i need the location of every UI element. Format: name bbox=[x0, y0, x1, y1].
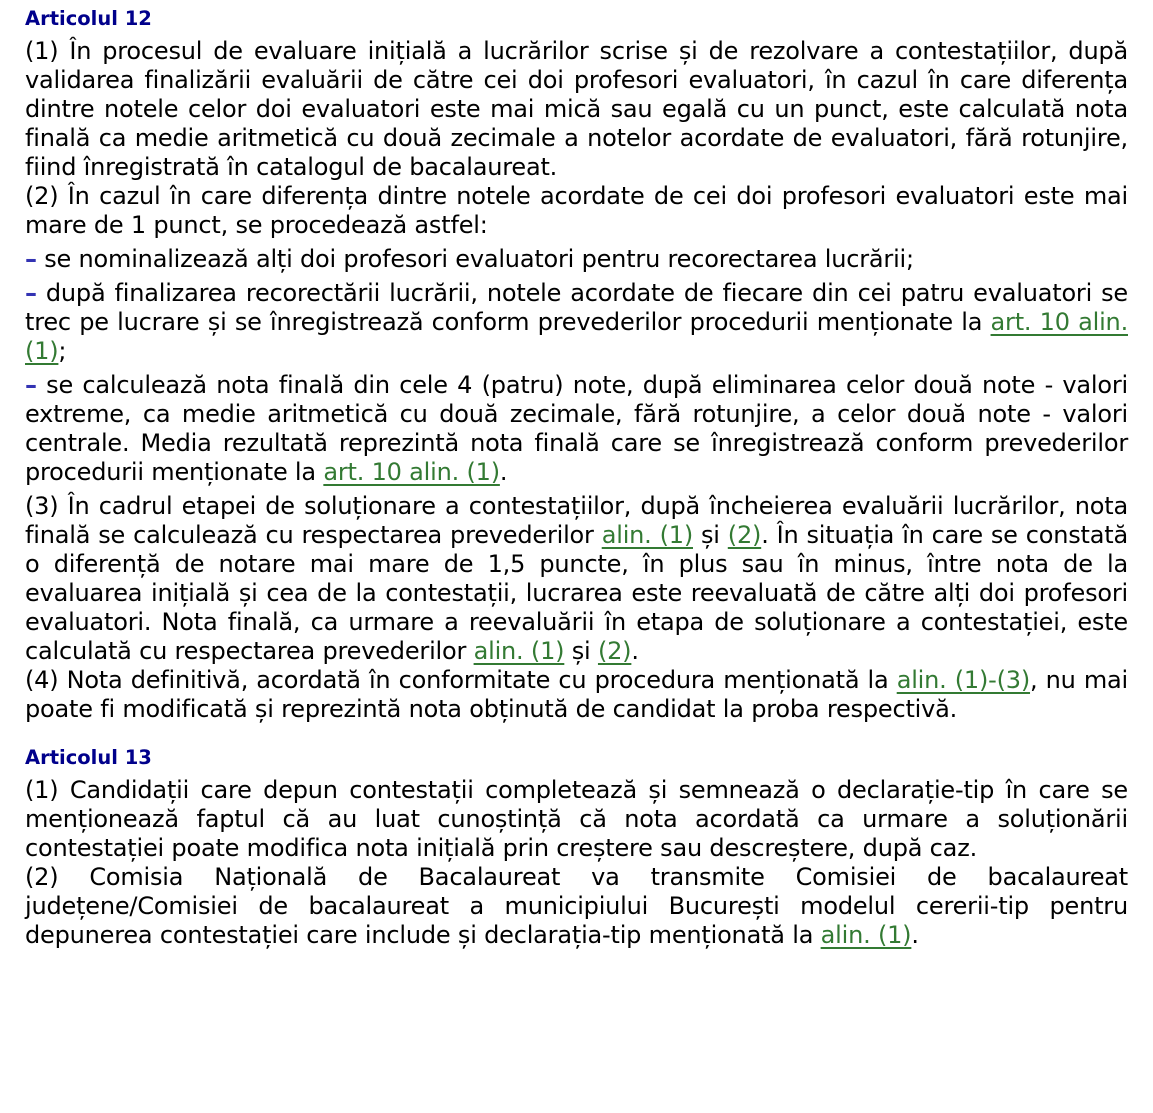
text-run: (2) În cazul în care diferența dintre notele acordate de cei doi profesori evaluatori este mai mare de 1 punct, se procedează astfel: bbox=[25, 182, 1128, 239]
article-title: Articolul 12 bbox=[25, 7, 152, 30]
bullet-item-3 bbox=[25, 371, 1128, 487]
reference-link-art10-alin1[interactable]: art. 10 alin. (1) bbox=[25, 308, 1128, 365]
text-run: ; bbox=[58, 337, 67, 365]
text-run: . bbox=[631, 637, 639, 665]
bullet-dash: – bbox=[25, 279, 37, 307]
bullet-item-1 bbox=[25, 245, 1128, 274]
text-run: după finalizarea recorectării lucrării, notele acordate de fiecare din cei patru evaluatori se trec pe lucrare și se înregistrează conform prevederilor procedurii menționate la bbox=[25, 279, 1128, 336]
reference-link-alin2[interactable]: (2) bbox=[597, 637, 632, 665]
text-run: . În situația în care se constată o diferență de notare mai mare de 1,5 puncte, în plus sau în minus, între nota de la evaluarea inițială și cea de la contestații, lucrarea este reevaluată de către alți doi profesori evaluatori. Nota finală, ca urmare a reevaluării în etapa de soluționare a contestației, este calculată cu respectarea prevederilor bbox=[25, 521, 1128, 665]
text-run: (1) Candidații care depun contestații completează și semnează o declarație-tip în care se menționează faptul că au luat cunoștință că nota acordată ca urmare a soluționării contestației poate modifica nota inițială prin creștere sau descreștere, după caz. bbox=[25, 776, 1128, 862]
paragraph-4 bbox=[25, 666, 1128, 724]
text-run: . bbox=[499, 458, 508, 486]
bullet-dash: – bbox=[25, 245, 37, 273]
article-13 bbox=[25, 746, 1128, 950]
reference-link-alin1[interactable]: alin. (1) bbox=[820, 921, 912, 949]
paragraph-1 bbox=[25, 37, 1128, 182]
reference-link-alin1-3[interactable]: alin. (1)-(3) bbox=[896, 666, 1031, 694]
text-run: se nominalizează alți doi profesori evaluatori pentru recorectarea lucrării; bbox=[36, 245, 914, 273]
paragraph-3 bbox=[25, 492, 1128, 666]
text-run: (1) În procesul de evaluare inițială a lucrărilor scrise și de rezolvare a contestațiilor, după validarea finalizării evaluării de către cei doi profesori evaluatori, în cazul în care diferența dintre notele celor doi evaluatori este mai mică sau egală cu un punct, este calculată nota finală ca medie aritmetică cu două zecimale a notelor acordate de evaluatori, fără rotunjire, fiind înregistrată în catalogul de bacalaureat. bbox=[25, 37, 1128, 181]
text-run: și bbox=[693, 521, 728, 549]
text-run: (3) În cadrul etapei de soluționare a contestațiilor, după încheierea evaluării lucrărilor, nota finală se calculează cu respectarea prevederilor bbox=[25, 492, 1128, 549]
bullet-dash: – bbox=[25, 371, 37, 399]
paragraph-2 bbox=[25, 863, 1128, 950]
reference-link-art10-alin1[interactable]: art. 10 alin. (1) bbox=[323, 458, 500, 486]
paragraph-1 bbox=[25, 776, 1128, 863]
article-12 bbox=[25, 7, 1128, 724]
text-run: (2) Comisia Națională de Bacalaureat va transmite Comisiei de bacalaureat județene/Comisiei de bacalaureat a municipiului București modelul cererii-tip pentru depunerea contestației care include și declarația-tip menționată la bbox=[25, 863, 1128, 949]
text-run: (4) Nota definitivă, acordată în conformitate cu procedura menționată la bbox=[25, 666, 897, 694]
article-title: Articolul 13 bbox=[25, 746, 152, 769]
text-run: , nu mai poate fi modificată și reprezintă nota obținută de candidat la proba respectivă. bbox=[25, 666, 1128, 723]
bullet-item-2 bbox=[25, 279, 1128, 366]
paragraph-2 bbox=[25, 182, 1128, 240]
reference-link-alin1[interactable]: alin. (1) bbox=[601, 521, 693, 549]
text-run: se calculează nota finală din cele 4 (patru) note, după eliminarea celor două note - valori extreme, ca medie aritmetică cu două zecimale, fără rotunjire, a celor două note - valori centrale. Media rezultată reprezintă nota finală care se înregistrează conform prevederilor procedurii menționate la bbox=[25, 371, 1128, 486]
reference-link-alin2[interactable]: (2) bbox=[727, 521, 762, 549]
text-run: . bbox=[911, 921, 919, 949]
text-run: și bbox=[564, 637, 598, 665]
reference-link-alin1[interactable]: alin. (1) bbox=[473, 637, 565, 665]
